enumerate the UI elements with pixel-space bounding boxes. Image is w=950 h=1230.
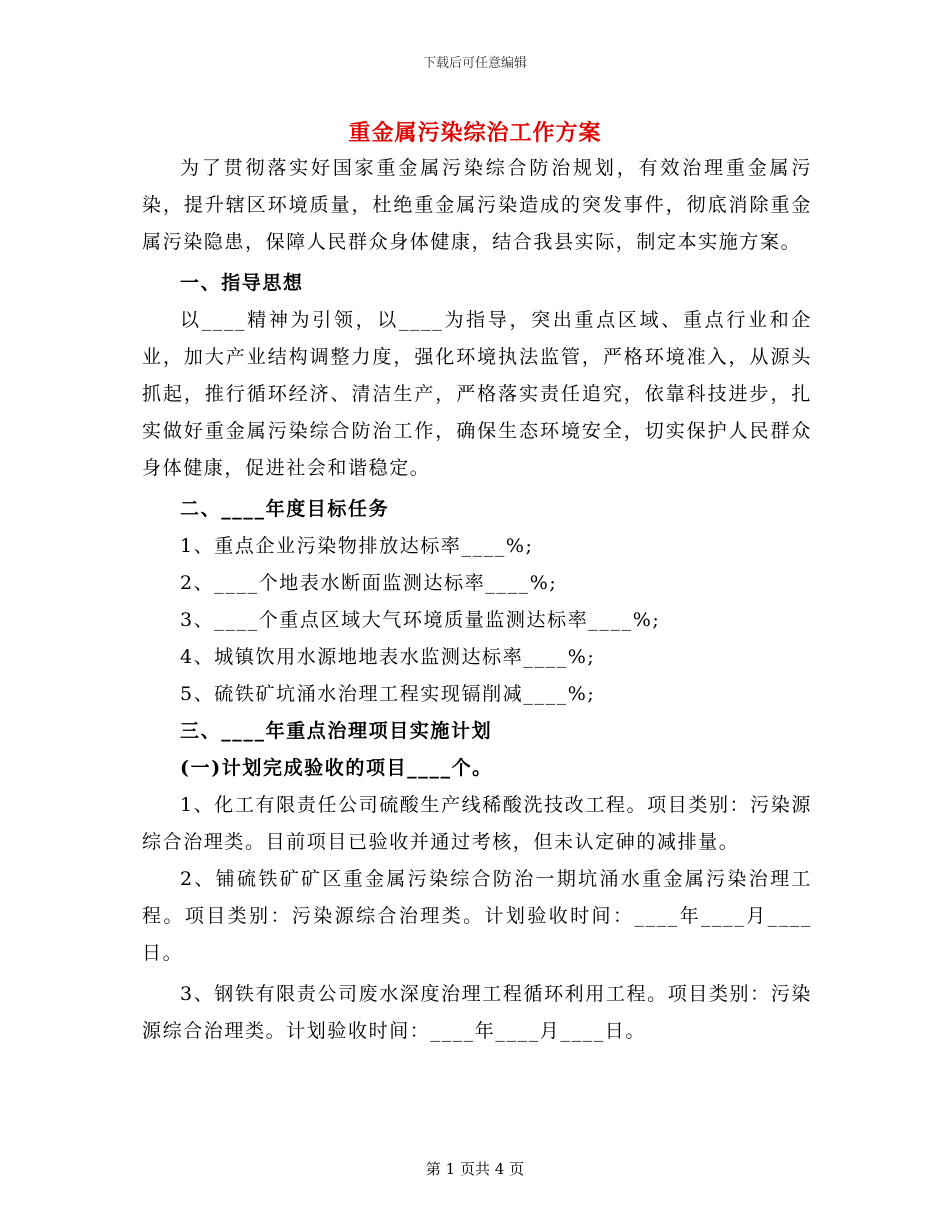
document-title: 重金属污染综治工作方案 <box>348 120 602 146</box>
header-note: 下载后可任意编辑 <box>422 56 527 71</box>
page-number: 第 1 页共 4 页 <box>425 1160 525 1178</box>
project-item: 2、铺硫铁矿矿区重金属污染综合防治一期坑涌水重金属污染治理工程。项目类别：污染源综合治理类。计划验收时间：____年____月____日。 <box>142 868 812 964</box>
target-item: 3、____个重点区域大气环境质量监测达标率____%; <box>180 609 661 631</box>
target-item: 4、城镇饮用水源地地表水监测达标率____%; <box>180 646 596 668</box>
project-item: 3、钢铁有限责公司废水深度治理工程循环利用工程。项目类别：污染源综合治理类。计划验收时间：____年____月____日。 <box>142 983 812 1042</box>
section1-paragraph: 以____精神为引领，以____为指导，突出重点区域、重点行业和企业，加大产业结构调整力度，强化环境执法监管，严格环境准入，从源头抓起，推行循环经济、清洁生产，严格落实责任追究，依靠科技进步，扎实做好重金属污染综合防治工作，确保生态环境安全，切实保护人民群众身体健康，促进社会和谐稳定。 <box>142 309 812 479</box>
section1-heading: 一、指导思想 <box>180 272 304 294</box>
document-body <box>142 150 812 1050</box>
intro-paragraph: 为了贯彻落实好国家重金属污染综合防治规划，有效治理重金属污染，提升辖区环境质量，杜绝重金属污染造成的突发事件，彻底消除重金属污染隐患，保障人民群众身体健康，结合我县实际，制定本实施方案。 <box>142 157 812 253</box>
target-item: 1、重点企业污染物排放达标率____%; <box>180 535 534 557</box>
section2-heading: 二、____年度目标任务 <box>180 498 390 520</box>
section3-heading: 三、____年重点治理项目实施计划 <box>180 720 493 742</box>
subsection1-heading: (一)计划完成验收的项目____个。 <box>180 757 493 779</box>
project-item: 1、化工有限责任公司硫酸生产线稀酸洗技改工程。项目类别：污染源综合治理类。目前项目已验收并通过考核，但未认定砷的减排量。 <box>142 794 812 853</box>
target-item: 2、____个地表水断面监测达标率____%; <box>180 572 558 594</box>
target-item: 5、硫铁矿坑涌水治理工程实现镉削减____%; <box>180 683 596 705</box>
